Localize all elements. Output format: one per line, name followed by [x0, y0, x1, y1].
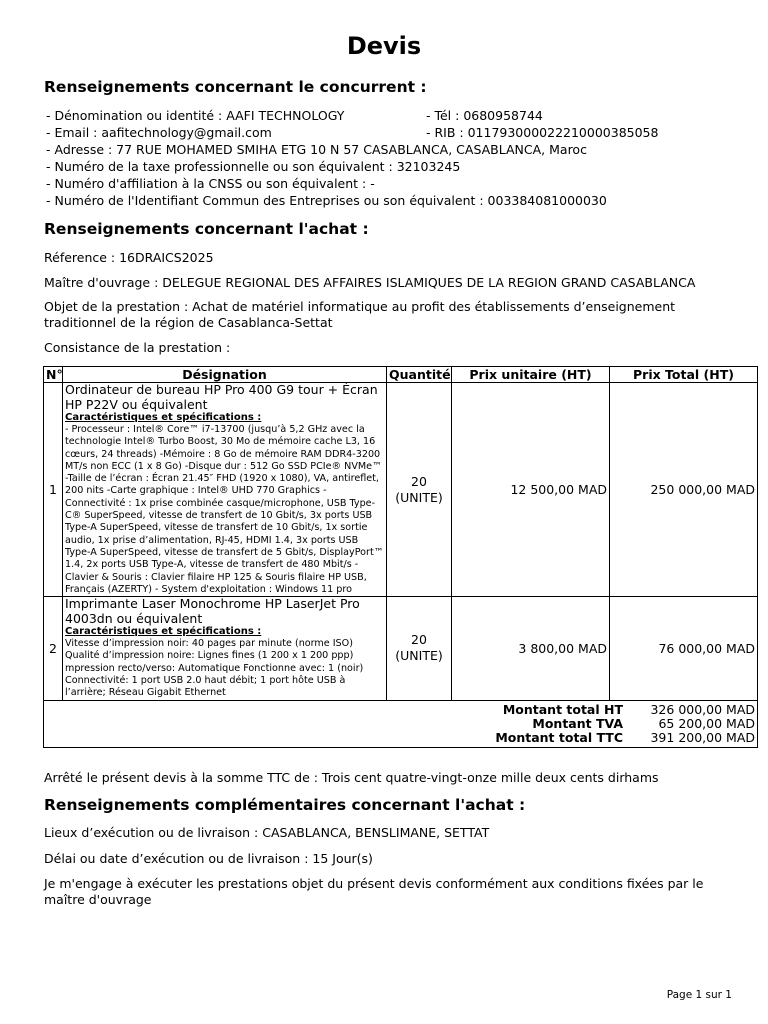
ice: - Numéro de l'Identifiant Commun des Entreprises ou son équivalent : 003384081000030 [46, 193, 607, 208]
row-quantite [387, 597, 452, 700]
row-num: 2 [44, 597, 63, 700]
header-num: N° [44, 367, 63, 383]
total-tva-value: 65 200,00 MAD [658, 715, 755, 731]
row-num: 1 [44, 383, 63, 597]
spec-text: - Processeur : Intel® Core™ i7-13700 (jusqu’à 5,2 GHz avec la technologie Intel® Turbo Boost, 30 Mo de mémoire cache L3, 16 cœurs, 24 threads) -Mémoire : 8 Go de mémoire RAM DDR4-3200 MT/s non ECC (1 x 8 Go) -Disque dur : 512 Go SSD PCIe® NVMe™ -Taille de l’écran : Écran 21.45″ FHD (1920 x 1080), VA, antireflet, 200 nits -Carte graphique : Intel® UHD 770 Graphics -Connectivité : 1x prise combinée casque/microphone, USB Type-C® SuperSpeed, vitesse de transfert de 10 Gbit/s, 3x ports USB Type-A SuperSpeed, vitesse de transfert de 10 Gbit/s, 1x sortie audio, 1x prise d’alimentation, RJ-45, HDMI 1.4, 3x ports USB Type-A SuperSpeed, vitesse de transfert de 5 Gbit/s, DisplayPort™ 1.4, 2x ports USB Type-A, vitesse de transfert de 480 Mbit/s -Clavier & Souris : Clavier filaire HP 125 & Souris filaire HP USB, Français (AZERTY) - System d'exploitation : Windows 11 pro [65, 424, 384, 595]
consistance: Consistance de la prestation : [44, 340, 231, 355]
header-quantite: Quantité [387, 367, 452, 383]
designation-title: Imprimante Laser Monochrome HP LaserJet Pro 4003dn ou équivalent [65, 596, 360, 626]
row-quantite [387, 383, 452, 597]
totals-row [44, 700, 758, 747]
delai-execution: Délai ou date d’exécution ou de livraison : 15 Jour(s) [44, 851, 373, 866]
maitre-ouvrage: Maître d'ouvrage : DELEGUE REGIONAL DES AFFAIRES ISLAMIQUES DE LA REGION GRAND CASABLANCA [44, 275, 696, 290]
row-prix-total: 250 000,00 MAD [610, 383, 758, 597]
table-row [44, 597, 758, 700]
header-prix-unitaire: Prix unitaire (HT) [452, 367, 610, 383]
achat-heading: Renseignements concernant l'achat : [44, 220, 369, 238]
qty-value: 20 [411, 473, 427, 489]
items-table [43, 366, 758, 748]
header-prix-total: Prix Total (HT) [610, 367, 758, 383]
designation-title: Ordinateur de bureau HP Pro 400 G9 tour + Écran HP P22V ou équivalent [65, 382, 378, 412]
row-designation [63, 383, 387, 597]
email: - Email : aafitechnology@gmail.com [46, 125, 272, 140]
complementaires-heading: Renseignements complémentaires concernant l'achat : [44, 796, 526, 814]
total-ht-label: Montant total HT [502, 701, 623, 717]
taxe-professionnelle: - Numéro de la taxe professionnelle ou son équivalent : 32103245 [46, 159, 461, 174]
total-ttc-value: 391 200,00 MAD [650, 729, 755, 745]
spec-heading: Caractéristiques et spécifications : [65, 626, 262, 638]
total-tva-label: Montant TVA [532, 715, 623, 731]
row-designation [63, 597, 387, 700]
header-designation: Désignation [63, 367, 387, 383]
total-ttc [46, 731, 755, 745]
qty-value: 20 [411, 632, 427, 648]
concurrent-heading: Renseignements concernant le concurrent : [44, 78, 427, 96]
qty-unit: (UNITE) [395, 648, 443, 664]
spec-heading: Caractéristiques et spécifications : [65, 412, 262, 423]
telephone: - Tél : 0680958744 [426, 108, 543, 123]
row-prix-unitaire: 3 800,00 MAD [452, 597, 610, 700]
document-title: Devis [346, 32, 422, 60]
objet-prestation: Objet de la prestation : Achat de matériel informatique au profit des établissements d’enseignement traditionnel de la région de Casablanca-Settat [44, 299, 676, 330]
arrete-somme: Arrêté le présent devis à la somme TTC de : Trois cent quatre-vingt-onze mille deux cents dirhams [44, 770, 659, 785]
totals-cell [44, 700, 758, 747]
qty-unit: (UNITE) [395, 489, 443, 505]
rib: - RIB : 011793000022210000385058 [426, 125, 659, 140]
spec-text: Vitesse d’impression noir: 40 pages par minute (norme ISO) Qualité d’impression noire: Lignes fines (1 200 x 1 200 ppp) mpression recto/verso: Automatique Fonctionne avec: 1 (noir) Connectivité: 1 port USB 2.0 haut débit; 1 port hôte USB à l’arrière; Réseau Gigabit Ethernet [65, 638, 364, 699]
adresse: - Adresse : 77 RUE MOHAMED SMIHA ETG 10 N 57 CASABLANCA, CASABLANCA, Maroc [46, 142, 587, 157]
reference: Réference : 16DRAICS2025 [44, 250, 214, 265]
engagement: Je m'engage à exécuter les prestations objet du présent devis conformément aux conditions fixées par le maître d'ouvrage [44, 876, 704, 907]
denomination: - Dénomination ou identité : AAFI TECHNOLOGY [46, 108, 345, 123]
cnss: - Numéro d'affiliation à la CNSS ou son équivalent : - [46, 176, 375, 191]
total-ttc-label: Montant total TTC [495, 729, 623, 745]
total-ht [46, 703, 755, 717]
row-prix-total: 76 000,00 MAD [610, 597, 758, 700]
total-ht-value: 326 000,00 MAD [650, 701, 755, 717]
total-tva [46, 717, 755, 731]
table-row [44, 383, 758, 597]
lieux-execution: Lieux d’exécution ou de livraison : CASABLANCA, BENSLIMANE, SETTAT [44, 825, 490, 840]
page-number: Page 1 sur 1 [666, 989, 732, 1001]
row-prix-unitaire: 12 500,00 MAD [452, 383, 610, 597]
table-header-row [44, 367, 758, 383]
